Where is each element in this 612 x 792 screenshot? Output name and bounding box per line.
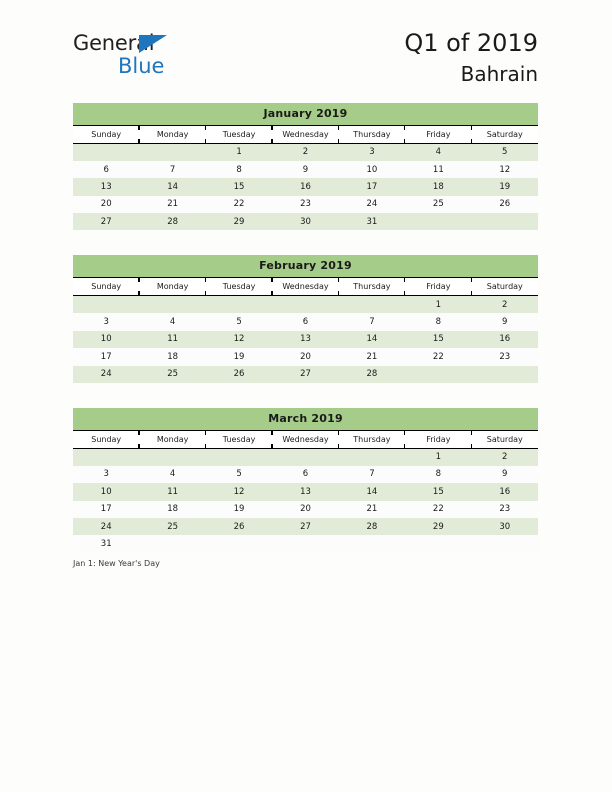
day-cell[interactable]: 4 (139, 313, 205, 330)
day-cell-empty (73, 448, 139, 465)
day-cell[interactable]: 6 (73, 161, 139, 178)
month-block (73, 103, 538, 230)
holiday-note: Jan 1: New Year's Day (73, 559, 160, 568)
day-cell[interactable]: 28 (139, 213, 205, 230)
day-cell[interactable]: 13 (73, 178, 139, 195)
day-cell[interactable]: 6 (272, 313, 338, 330)
day-cell-holiday[interactable]: 1 (206, 144, 272, 161)
day-cell[interactable]: 21 (139, 196, 205, 213)
day-cell[interactable]: 18 (139, 348, 205, 365)
day-cell[interactable]: 4 (405, 144, 471, 161)
brand-name-general: General (73, 31, 155, 55)
brand-triangle-icon (139, 35, 167, 53)
day-cell[interactable]: 13 (272, 331, 338, 348)
page-header (0, 0, 612, 100)
day-cell[interactable]: 19 (472, 178, 538, 195)
weekday-header-thursday: Thursday (339, 430, 405, 448)
week-row (73, 178, 538, 195)
day-cell-empty (339, 535, 405, 552)
brand-logo (73, 30, 273, 88)
week-row (73, 144, 538, 161)
day-cell[interactable]: 10 (73, 483, 139, 500)
day-cell[interactable]: 31 (73, 535, 139, 552)
week-row (73, 466, 538, 483)
day-cell[interactable]: 2 (472, 448, 538, 465)
day-cell[interactable]: 28 (339, 518, 405, 535)
month-title: March 2019 (73, 408, 538, 430)
weekday-header-monday: Monday (139, 430, 205, 448)
day-cell[interactable]: 7 (339, 313, 405, 330)
day-cell[interactable]: 17 (339, 178, 405, 195)
day-cell[interactable]: 5 (206, 466, 272, 483)
day-cell-empty (472, 535, 538, 552)
day-cell[interactable]: 13 (272, 483, 338, 500)
weekday-header-row (73, 126, 538, 144)
week-row (73, 161, 538, 178)
day-cell[interactable]: 23 (272, 196, 338, 213)
day-cell[interactable]: 24 (339, 196, 405, 213)
day-cell[interactable]: 2 (472, 296, 538, 313)
day-cell-empty (73, 144, 139, 161)
day-cell-empty (405, 366, 471, 383)
day-cell[interactable]: 25 (405, 196, 471, 213)
week-row (73, 448, 538, 465)
day-cell[interactable]: 8 (405, 313, 471, 330)
day-cell-empty (272, 296, 338, 313)
day-cell[interactable]: 22 (405, 348, 471, 365)
day-cell[interactable]: 17 (73, 348, 139, 365)
month-title: February 2019 (73, 255, 538, 277)
day-cell-empty (272, 535, 338, 552)
weekday-header-sunday: Sunday (73, 278, 139, 296)
day-cell-empty (139, 448, 205, 465)
weekday-header-sunday: Sunday (73, 430, 139, 448)
weekday-header-tuesday: Tuesday (206, 126, 272, 144)
day-cell[interactable]: 11 (405, 161, 471, 178)
weekday-header-monday: Monday (139, 126, 205, 144)
weekday-header-friday: Friday (405, 126, 471, 144)
day-cell[interactable]: 9 (472, 313, 538, 330)
day-cell[interactable]: 26 (206, 518, 272, 535)
day-cell-empty (472, 213, 538, 230)
day-cell[interactable]: 3 (73, 466, 139, 483)
day-cell-empty (339, 296, 405, 313)
weekday-header-tuesday: Tuesday (206, 430, 272, 448)
weekday-header-wednesday: Wednesday (272, 278, 338, 296)
weekday-header-wednesday: Wednesday (272, 430, 338, 448)
day-cell[interactable]: 30 (472, 518, 538, 535)
day-cell-empty (139, 535, 205, 552)
quarter-calendars (73, 103, 538, 578)
month-grid (73, 125, 538, 230)
page-title: Q1 of 2019 (404, 29, 538, 57)
day-cell[interactable]: 23 (472, 348, 538, 365)
day-cell[interactable]: 15 (405, 331, 471, 348)
day-cell-empty (206, 296, 272, 313)
day-cell-empty (405, 213, 471, 230)
week-row (73, 501, 538, 518)
weekday-header-friday: Friday (405, 430, 471, 448)
weekday-header-friday: Friday (405, 278, 471, 296)
month-grid (73, 277, 538, 382)
weekday-header-thursday: Thursday (339, 126, 405, 144)
day-cell[interactable]: 25 (139, 366, 205, 383)
week-row (73, 213, 538, 230)
week-row (73, 518, 538, 535)
month-title: January 2019 (73, 103, 538, 125)
day-cell[interactable]: 29 (206, 213, 272, 230)
day-cell[interactable]: 20 (272, 501, 338, 518)
day-cell[interactable]: 5 (472, 144, 538, 161)
weekday-header-saturday: Saturday (472, 278, 538, 296)
day-cell[interactable]: 10 (339, 161, 405, 178)
day-cell[interactable]: 11 (139, 331, 205, 348)
day-cell[interactable]: 1 (405, 448, 471, 465)
day-cell[interactable]: 14 (339, 483, 405, 500)
day-cell[interactable]: 29 (405, 518, 471, 535)
weekday-header-saturday: Saturday (472, 126, 538, 144)
day-cell[interactable]: 10 (73, 331, 139, 348)
month-grid (73, 430, 538, 553)
day-cell-empty (139, 296, 205, 313)
day-cell[interactable]: 21 (339, 501, 405, 518)
day-cell-empty (139, 144, 205, 161)
week-row (73, 348, 538, 365)
day-cell[interactable]: 6 (272, 466, 338, 483)
day-cell[interactable]: 3 (73, 313, 139, 330)
day-cell[interactable]: 27 (272, 518, 338, 535)
weekday-header-thursday: Thursday (339, 278, 405, 296)
week-row (73, 196, 538, 213)
day-cell[interactable]: 26 (472, 196, 538, 213)
day-cell[interactable]: 9 (472, 466, 538, 483)
day-cell[interactable]: 15 (405, 483, 471, 500)
day-cell[interactable]: 16 (472, 483, 538, 500)
week-row (73, 313, 538, 330)
day-cell-empty (405, 535, 471, 552)
day-cell-empty (339, 448, 405, 465)
day-cell[interactable]: 11 (139, 483, 205, 500)
week-row (73, 331, 538, 348)
day-cell[interactable]: 12 (472, 161, 538, 178)
weekday-header-row (73, 278, 538, 296)
day-cell[interactable]: 19 (206, 348, 272, 365)
week-row (73, 366, 538, 383)
page-title-block (404, 28, 538, 88)
day-cell[interactable]: 21 (339, 348, 405, 365)
day-cell[interactable]: 27 (73, 213, 139, 230)
brand-name-blue: Blue (118, 54, 165, 78)
day-cell[interactable]: 28 (339, 366, 405, 383)
day-cell[interactable]: 12 (206, 331, 272, 348)
day-cell[interactable]: 20 (272, 348, 338, 365)
day-cell[interactable]: 7 (339, 466, 405, 483)
day-cell[interactable]: 14 (139, 178, 205, 195)
day-cell[interactable]: 16 (472, 331, 538, 348)
day-cell[interactable]: 19 (206, 501, 272, 518)
day-cell[interactable]: 17 (73, 501, 139, 518)
month-block (73, 408, 538, 553)
day-cell[interactable]: 31 (339, 213, 405, 230)
weekday-header-row (73, 430, 538, 448)
day-cell[interactable]: 27 (272, 366, 338, 383)
day-cell[interactable]: 4 (139, 466, 205, 483)
day-cell[interactable]: 8 (405, 466, 471, 483)
day-cell[interactable]: 24 (73, 366, 139, 383)
day-cell[interactable]: 22 (405, 501, 471, 518)
day-cell[interactable]: 16 (272, 178, 338, 195)
day-cell-empty (73, 296, 139, 313)
day-cell[interactable]: 2 (272, 144, 338, 161)
day-cell-empty (206, 448, 272, 465)
week-row (73, 483, 538, 500)
day-cell[interactable]: 7 (139, 161, 205, 178)
weekday-header-sunday: Sunday (73, 126, 139, 144)
day-cell[interactable]: 12 (206, 483, 272, 500)
weekday-header-saturday: Saturday (472, 430, 538, 448)
day-cell[interactable]: 5 (206, 313, 272, 330)
holiday-notes (73, 558, 538, 570)
weekday-header-tuesday: Tuesday (206, 278, 272, 296)
day-cell-empty (206, 535, 272, 552)
day-cell[interactable]: 18 (405, 178, 471, 195)
day-cell[interactable]: 15 (206, 178, 272, 195)
weekday-header-monday: Monday (139, 278, 205, 296)
day-cell[interactable]: 18 (139, 501, 205, 518)
day-cell[interactable]: 3 (339, 144, 405, 161)
day-cell[interactable]: 9 (272, 161, 338, 178)
day-cell[interactable]: 1 (405, 296, 471, 313)
day-cell[interactable]: 23 (472, 501, 538, 518)
day-cell[interactable]: 26 (206, 366, 272, 383)
month-block (73, 255, 538, 382)
weekday-header-wednesday: Wednesday (272, 126, 338, 144)
day-cell[interactable]: 30 (272, 213, 338, 230)
page-subtitle-country: Bahrain (460, 62, 538, 86)
week-row (73, 296, 538, 313)
day-cell-empty (472, 366, 538, 383)
day-cell[interactable]: 8 (206, 161, 272, 178)
week-row (73, 535, 538, 552)
day-cell[interactable]: 24 (73, 518, 139, 535)
day-cell[interactable]: 14 (339, 331, 405, 348)
day-cell[interactable]: 25 (139, 518, 205, 535)
day-cell[interactable]: 22 (206, 196, 272, 213)
day-cell-empty (272, 448, 338, 465)
day-cell[interactable]: 20 (73, 196, 139, 213)
